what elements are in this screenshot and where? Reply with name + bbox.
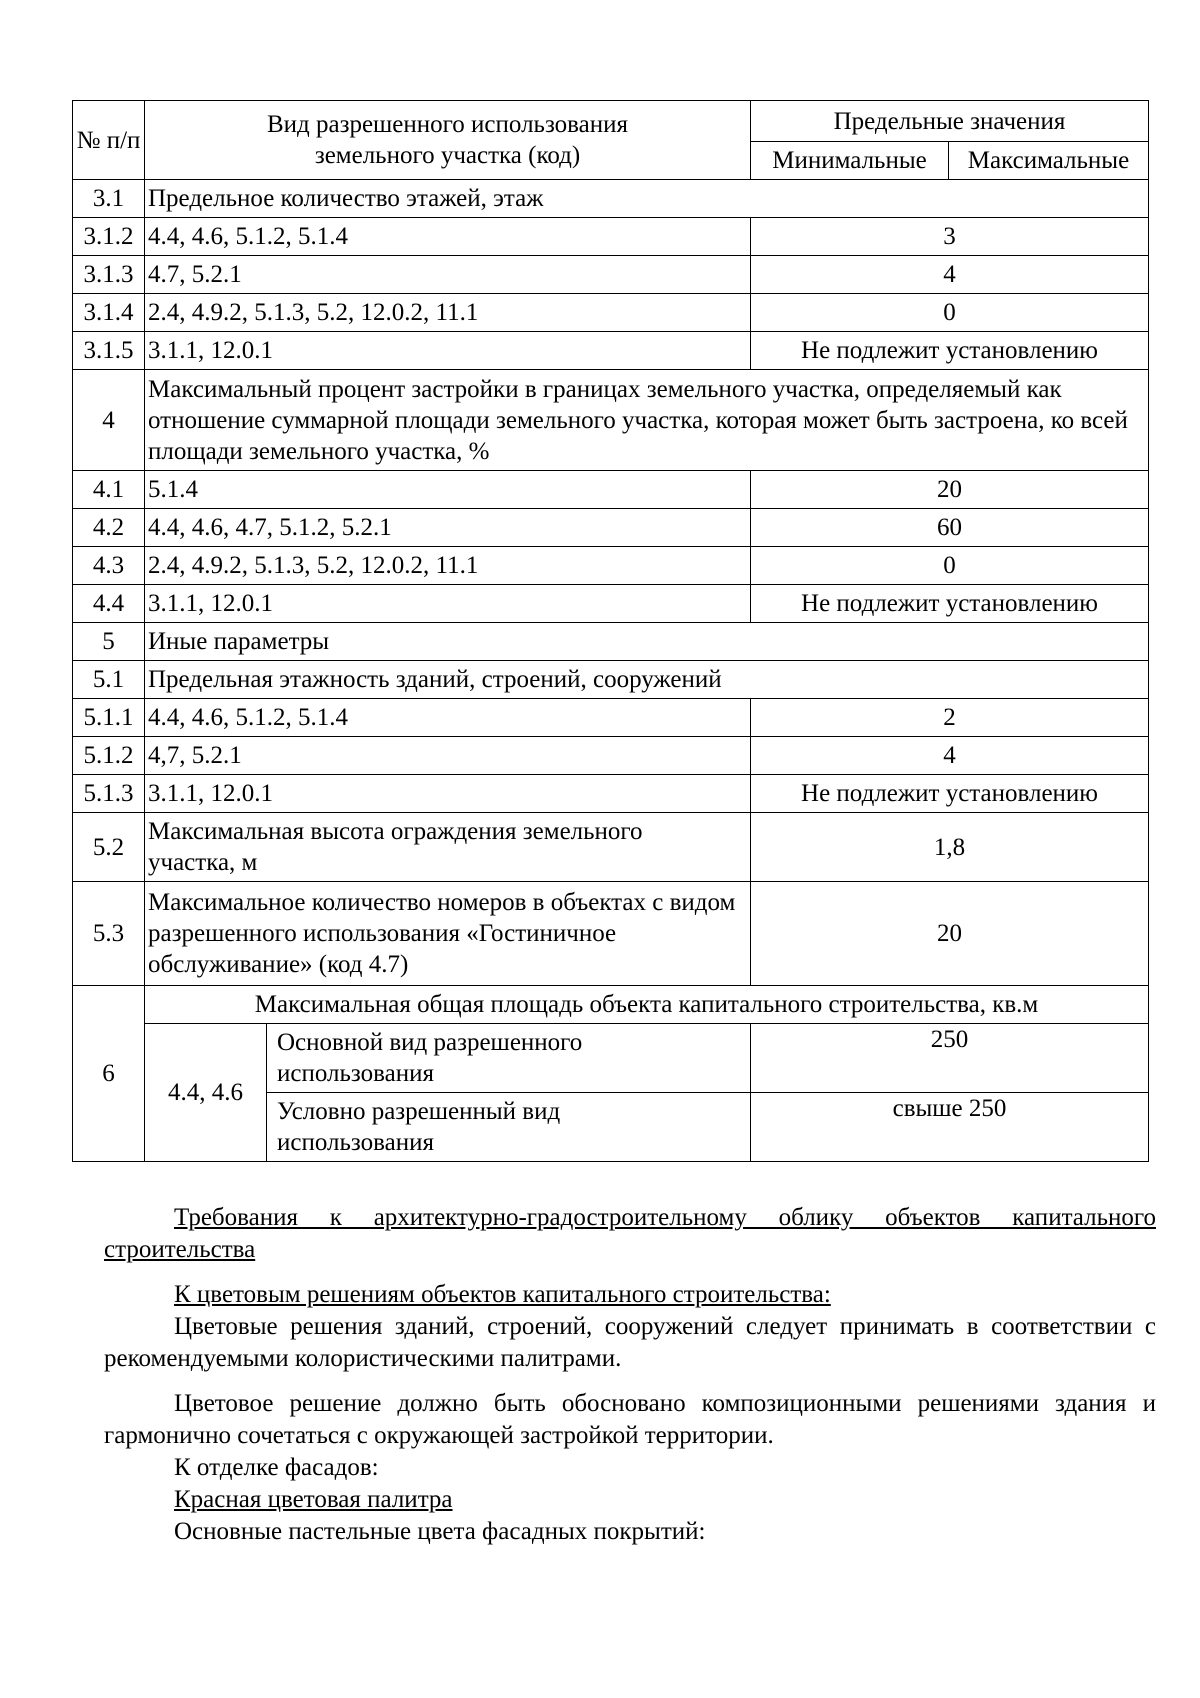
table-row [73,256,1149,294]
row-value: 4 [751,256,1149,294]
row-6-codes: 4.4, 4.6 [145,1024,267,1162]
row-value: 0 [751,294,1149,332]
row-text: 4,7, 5.2.1 [145,737,751,775]
requirements-text [104,1202,1156,1548]
table-row [73,699,1149,737]
header-max: Максимальные [949,142,1149,180]
header-type: Вид разрешенного использования земельного участка (код) [145,101,751,180]
row-text: 2.4, 4.9.2, 5.1.3, 5.2, 12.0.2, 11.1 [145,294,751,332]
row-num: 4.3 [73,547,145,585]
base-colors-line: Основные пастельные цвета фасадных покрытий: [174,1518,706,1545]
table-row [73,370,1149,471]
row-text: 2.4, 4.9.2, 5.1.3, 5.2, 12.0.2, 11.1 [145,547,751,585]
parameters-table [72,100,1149,1162]
row-num: 5.3 [73,882,145,986]
row-num: 5 [73,623,145,661]
row-num: 5.1 [73,661,145,699]
table-row [73,813,1149,882]
table-row [73,661,1149,699]
table-row [73,547,1149,585]
row-num: 4.2 [73,509,145,547]
row-text: 3.1.1, 12.0.1 [145,775,751,813]
row-num: 5.1.2 [73,737,145,775]
row-6-title: Максимальная общая площадь объекта капитального строительства, кв.м [145,986,1149,1024]
row-value: 20 [751,882,1149,986]
row-num: 3.1.3 [73,256,145,294]
row-value: Не подлежит установлению [751,585,1149,623]
table-row [73,623,1149,661]
row-text: Иные параметры [145,623,1149,661]
row-text: Максимальное количество номеров в объектах с видом разрешенного использования «Гостиничное обслуживание» (код 4.7) [145,882,751,986]
header-num: № п/п [73,101,145,180]
row-value: 60 [751,509,1149,547]
table-header-row [73,101,1149,142]
row-num: 3.1.5 [73,332,145,370]
row-text: 4.4, 4.6, 4.7, 5.1.2, 5.2.1 [145,509,751,547]
row-num: 5.1.1 [73,699,145,737]
table-row [73,509,1149,547]
row-6-sub2-label: Условно разрешенный вид использования [267,1093,751,1162]
header-min: Минимальные [751,142,949,180]
row-text: 4.4, 4.6, 5.1.2, 5.1.4 [145,699,751,737]
row-text: 4.4, 4.6, 5.1.2, 5.1.4 [145,218,751,256]
table-row [73,471,1149,509]
row-text: 5.1.4 [145,471,751,509]
row-num: 3.1 [73,180,145,218]
row-num: 4 [73,370,145,471]
row-6-sub2-value: свыше 250 [751,1093,1149,1162]
row-value: 0 [751,547,1149,585]
row-num: 3.1.2 [73,218,145,256]
row-6-sub1-value: 250 [751,1024,1149,1093]
row-value: Не подлежит установлению [751,332,1149,370]
row-text: 4.7, 5.2.1 [145,256,751,294]
row-text: Максимальный процент застройки в границах земельного участка, определяемый как отношение суммарной площади земельного участка, которая может быть застроена, ко всей площади земельного участка, % [145,370,1149,471]
table-row [73,218,1149,256]
row-num: 5.1.3 [73,775,145,813]
row-6-sub1-label: Основной вид разрешенного использования [267,1024,751,1093]
table-row [73,332,1149,370]
table-row-6 [73,986,1149,1024]
facade-heading: К отделке фасадов: [174,1454,379,1481]
row-text: Предельная этажность зданий, строений, сооружений [145,661,1149,699]
paragraph-2: Цветовое решение должно быть обосновано композиционными решениями здания и гармонично сочетаться с окружающей застройкой территории. [104,1390,1156,1449]
palette-heading: Красная цветовая палитра [174,1486,453,1513]
table-row-6-sub1 [73,1024,1149,1093]
row-value: 1,8 [751,813,1149,882]
paragraph-1: Цветовые решения зданий, строений, сооружений следует принимать в соответствии с рекомендуемыми колористическими палитрами. [104,1313,1156,1372]
row-value: 4 [751,737,1149,775]
color-heading: К цветовым решениям объектов капитального строительства: [174,1281,831,1308]
table-row [73,585,1149,623]
row-num: 6 [73,986,145,1162]
table-row [73,882,1149,986]
row-text: 3.1.1, 12.0.1 [145,332,751,370]
row-num: 3.1.4 [73,294,145,332]
row-value: 20 [751,471,1149,509]
row-num: 4.4 [73,585,145,623]
row-num: 5.2 [73,813,145,882]
table-row [73,737,1149,775]
row-text: Максимальная высота ограждения земельного участка, м [145,813,751,882]
row-num: 4.1 [73,471,145,509]
row-text: 3.1.1, 12.0.1 [145,585,751,623]
table-row [73,180,1149,218]
row-value: Не подлежит установлению [751,775,1149,813]
table-row [73,775,1149,813]
table-row [73,294,1149,332]
row-text: Предельное количество этажей, этаж [145,180,1149,218]
row-value: 2 [751,699,1149,737]
header-limits: Предельные значения [751,101,1149,142]
requirements-heading: Требования к архитектурно-градостроительному облику объектов капитального строительства [104,1204,1156,1263]
row-value: 3 [751,218,1149,256]
